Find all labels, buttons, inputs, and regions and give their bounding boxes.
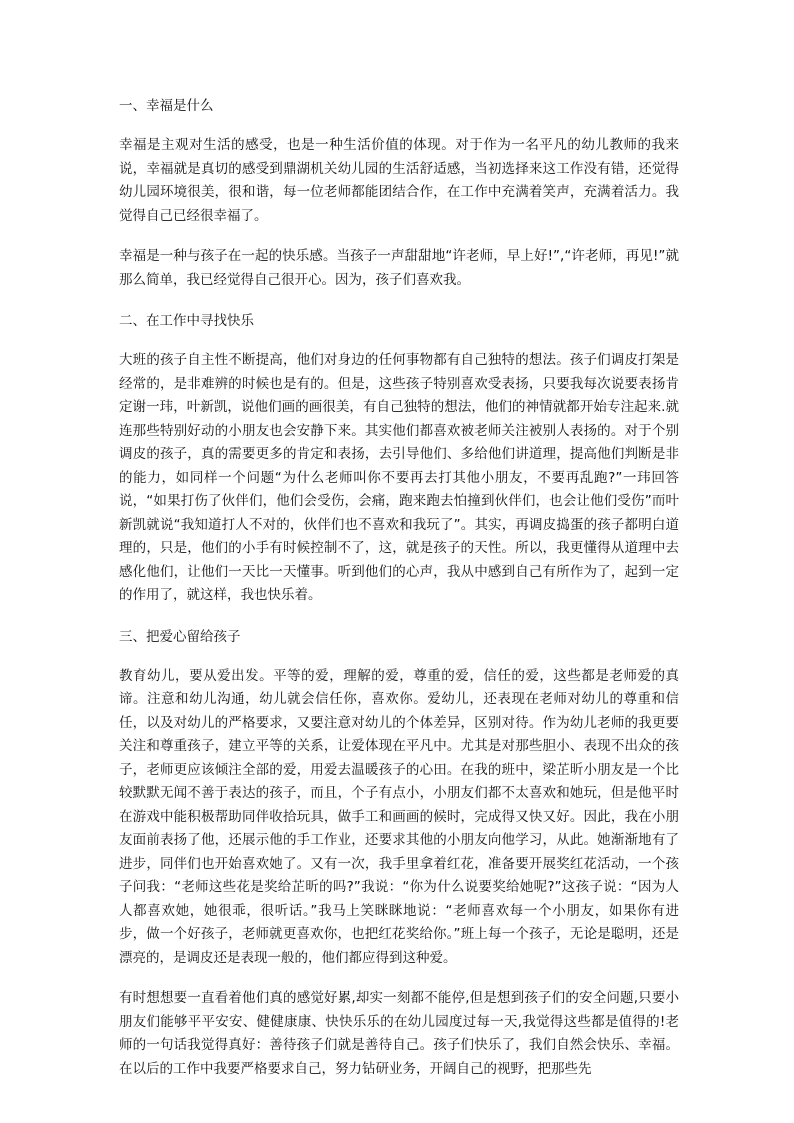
paragraph: 幸福是主观对生活的感受，也是一种生活价值的体现。对于作为一名平凡的幼儿教师的我来说，幸福就是真切的感受到鼎湖机关幼儿园的生活舒适感，当初选择来这工作没有错，还觉得幼儿园环境很美，很和谐，每一位老师都能团结合作，在工作中充满着笑声，充满着活力。我觉得自己已经很幸福了。 (119, 137, 679, 224)
section-heading-1: 一、幸福是什么 (119, 98, 214, 114)
spacer (119, 649, 679, 665)
paragraph: 有时想想要一直看着他们真的感觉好累,却实一刻都不能停,但是想到孩子们的安全问题,只要小朋友们能够平平安安、健健康康、快快乐乐的在幼儿园度过每一天,我觉得这些都是值得的!老师的一句话我觉得真好：善待孩子们就是善待自己。孩子们快乐了，我们自然会快乐、幸福。在以后的工作中我要严格要求自己，努力钻研业务，开阔自己的视野，把那些先 (119, 990, 679, 1077)
paragraph: 大班的孩子自主性不断提高，他们对身边的任何事物都有自己独特的想法。孩子们调皮打架是经常的，是非难辨的时候也是有的。但是，这些孩子特别喜欢受表扬，只要我每次说要表扬肯定谢一玮，叶新凯，说他们画的画很美，有自己独特的想法，他们的神情就都开始专注起来.就连那些特别好动的小朋友也会安静下来。其实他们都喜欢被老师关注被别人表扬的。对于个别调皮的孩子，真的需要更多的肯定和表扬，去引导他们、多给他们讲道理，提高他们判断是非的能力，如同样一个问题“为什么老师叫你不要再去打其他小朋友，不要再乱跑?”一玮回答说，“如果打伤了伙伴们，他们会受伤，会痛，跑来跑去怕撞到伙伴们，也会让他们受伤”而叶新凯就说“我知道打人不对的，伙伴们也不喜欢和我玩了”。其实，再调皮捣蛋的孩子都明白道理的，只是，他们的小手有时候控制不了，这，就是孩子的天性。所以，我更懂得从道理中去感化他们，让他们一天比一天懂事。听到他们的心声，我从中感到自己有所作为了，起到一定的作用了，就这样，我也快乐着。 (119, 352, 679, 603)
spacer (119, 608, 679, 625)
document-body (119, 94, 679, 1081)
section-heading-3: 三、把爱心留给孩子 (119, 628, 241, 645)
spacer (119, 970, 679, 987)
paragraph: 幸福是一种与孩子在一起的快乐感。当孩子一声甜甜地“许老师，早上好!”,“许老师，再见!”就那么简单，我已经觉得自己很开心。因为，孩子们喜欢我。 (119, 248, 679, 288)
spacer (119, 292, 679, 309)
spacer (119, 228, 679, 245)
paragraph: 教育幼儿，要从爱出发。平等的爱，理解的爱，尊重的爱，信任的爱，这些都是老师爱的真谛。注意和幼儿沟通，幼儿就会信任你，喜欢你。爱幼儿，还表现在老师对幼儿的尊重和信任，以及对幼儿的严格要求，又要注意对幼儿的个体差异，区别对待。作为幼儿老师的我更要关注和尊重孩子，建立平等的关系，让爱体现在平凡中。尤其是对那些胆小、表现不出众的孩子，老师更应该倾注全部的爱，用爱去温暖孩子的心田。在我的班中，梁芷昕小朋友是一个比较默默无闻不善于表达的孩子，而且，个子有点小，小朋友们都不太喜欢和她玩，但是他平时在游戏中能积极帮助同伴收拾玩具，做手工和画画的候时，完成得又快又好。因此，我在小朋友面前表扬了他，还展示他的手工作业，还要求其他的小朋友向他学习，从此。她渐渐地有了进步，同伴们也开始喜欢她了。又有一次，我手里拿着红花，准备要开展奖红花活动，一个孩子问我：“老师这些花是奖给芷昕的吗?”我说：“你为什么说要奖给她呢?”这孩子说：“因为人人都喜欢她，她很乖，很听话。”我马上笑眯眯地说：“老师喜欢每一个小朋友，如果你有进步，做一个好孩子，老师就更喜欢你，也把红花奖给你。”班上每一个孩子，无论是聪明，还是漂亮的，是调皮还是表现一般的，他们都应得到这种爱。 (119, 667, 679, 966)
spacer (119, 118, 679, 134)
spacer (119, 333, 679, 349)
section-heading-2: 二、在工作中寻找快乐 (119, 313, 254, 329)
